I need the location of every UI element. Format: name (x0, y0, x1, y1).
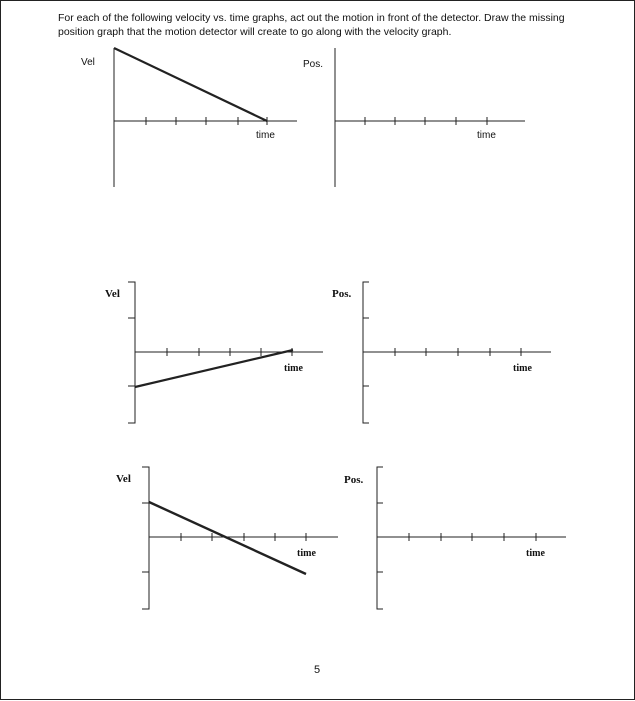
velocity-line-3 (149, 502, 306, 574)
time-label-pos-1: time (477, 130, 496, 141)
velocity-graph-1 (114, 48, 297, 187)
time-label-pos-2: time (513, 363, 532, 374)
velocity-graph-2 (128, 282, 323, 423)
time-label-vel-2: time (284, 363, 303, 374)
pos-label-1: Pos. (303, 59, 324, 70)
time-label-vel-1: time (256, 130, 275, 141)
pos-label-3: Pos. (344, 474, 364, 486)
graphs-canvas (1, 1, 635, 701)
velocity-line-1 (114, 48, 267, 121)
velocity-line-2 (135, 350, 293, 387)
vel-y-axis-3 (142, 467, 149, 609)
vel-label-1: Vel (81, 57, 95, 68)
position-graph-1 (335, 48, 525, 187)
pos-label-2: Pos. (332, 288, 352, 300)
position-graph-2 (363, 282, 551, 423)
vel-y-axis-2 (128, 282, 135, 423)
pos-y-axis-3 (377, 467, 383, 609)
instructions-text: For each of the following velocity vs. time graphs, act out the motion in front of the detector. Draw the missing position graph that the motion detector will create to go along with the velocity graph. (58, 12, 565, 38)
position-graph-3 (377, 467, 566, 609)
vel-label-2: Vel (105, 288, 120, 300)
vel-label-3: Vel (116, 473, 131, 485)
velocity-graph-3 (142, 467, 338, 609)
time-label-vel-3: time (297, 548, 316, 559)
page-number: 5 (314, 664, 321, 676)
time-label-pos-3: time (526, 548, 545, 559)
